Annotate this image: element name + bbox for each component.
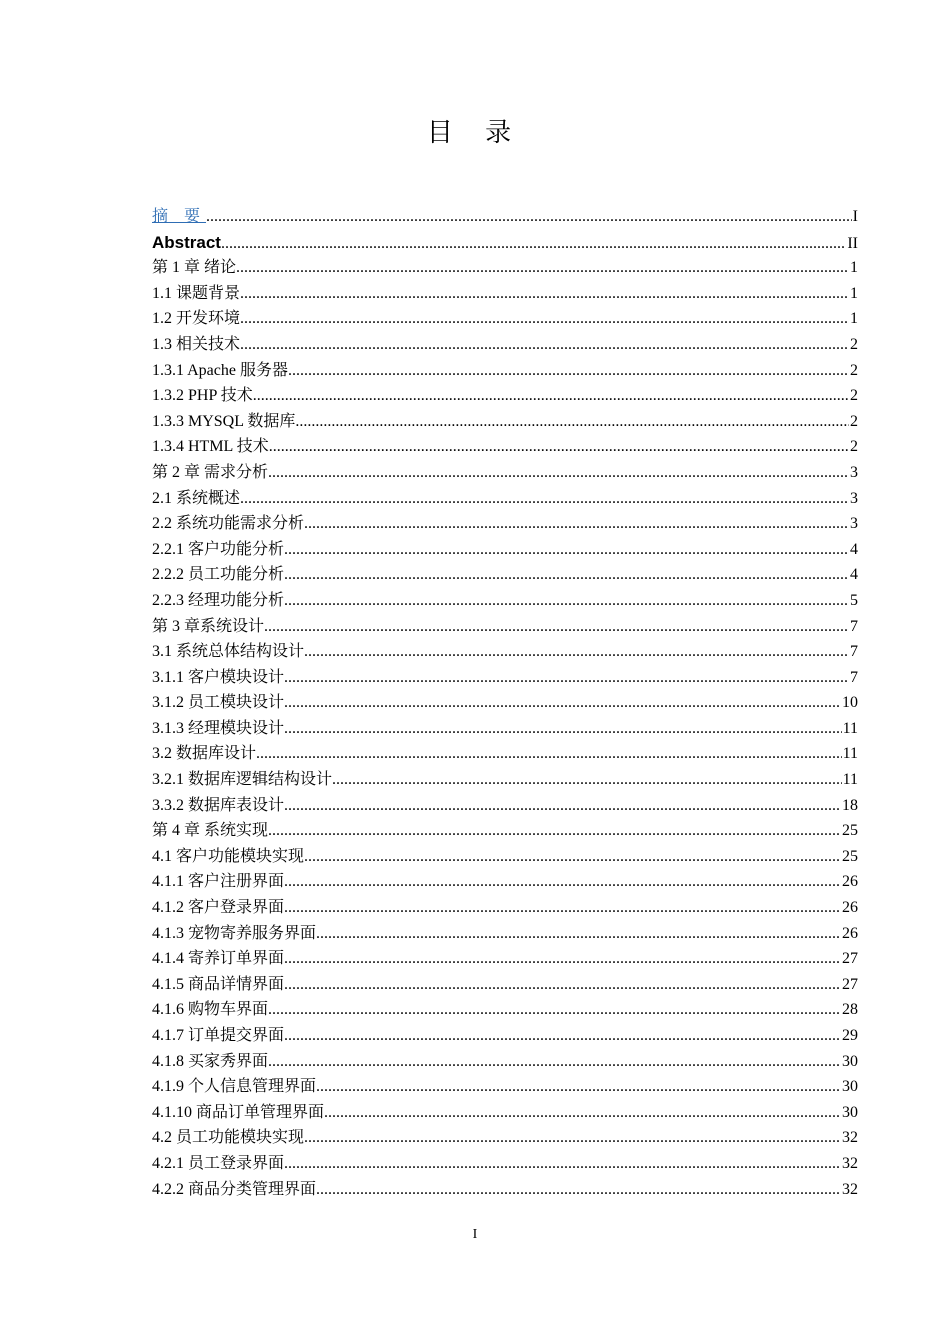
- toc-entry-page: 28: [842, 1001, 858, 1019]
- toc-leader-dots: [253, 383, 849, 409]
- toc-entry-title: 4.1.7 订单提交界面: [152, 1027, 285, 1044]
- toc-entry-page: 7: [850, 668, 858, 686]
- toc-entry-page: 26: [842, 924, 858, 942]
- toc-entry[interactable]: [152, 716, 858, 742]
- toc-entry[interactable]: [152, 997, 858, 1023]
- toc-entry-title: 3.2 数据库设计: [152, 745, 257, 763]
- toc-leader-dots: [240, 306, 849, 332]
- toc-entry-page: 25: [842, 822, 858, 840]
- toc-entry-title: 4.1.3 宠物寄养服务界面: [152, 924, 317, 942]
- toc-entry-title: 1.3.2 PHP 技术: [152, 387, 253, 405]
- toc-entry[interactable]: [152, 869, 858, 895]
- toc-entry[interactable]: [152, 844, 858, 870]
- toc-entry-title: 3.1 系统总体结构设计: [152, 643, 305, 661]
- toc-entry-page: 7: [850, 617, 858, 635]
- toc-entry-page: 2: [850, 361, 858, 379]
- toc-entry-title: 4.1.2 客户登录界面: [152, 899, 285, 917]
- toc-entry[interactable]: [152, 537, 858, 563]
- toc-entry-page: 26: [842, 899, 858, 917]
- toc-entry-title: 1.3.3 MYSQL 数据库: [152, 412, 296, 430]
- toc-entry-title: 4.1.4 寄养订单界面: [152, 950, 285, 968]
- toc-entry[interactable]: [152, 614, 858, 640]
- toc-leader-dots: [295, 409, 849, 435]
- toc-leader-dots: [284, 972, 841, 998]
- toc-entry-title: 4.1.1 客户注册界面: [152, 873, 285, 891]
- toc-leader-dots: [206, 204, 852, 230]
- toc-entry-page: 4: [850, 540, 858, 558]
- toc-entry[interactable]: [152, 511, 858, 537]
- toc-entry-title: 1.1 课题背景: [152, 284, 241, 302]
- toc-entry-title: 第 3 章系统设计: [152, 617, 265, 635]
- toc-leader-dots: [256, 741, 842, 767]
- toc-entry[interactable]: [152, 306, 858, 332]
- toc-entry-page: 11: [842, 719, 858, 737]
- toc-entry-page: 27: [842, 950, 858, 968]
- toc-leader-dots: [284, 716, 842, 742]
- toc-entry-page: 30: [842, 1103, 858, 1121]
- toc-entry[interactable]: [152, 1151, 858, 1177]
- toc-entry-title: 1.3.1 Apache 服务器: [152, 361, 288, 379]
- toc-entry-title: 3.3.2 数据库表设计: [152, 796, 285, 814]
- toc-entry-page: 18: [842, 796, 858, 814]
- toc-entry-title: 2.1 系统概述: [152, 489, 241, 507]
- toc-entry[interactable]: [152, 383, 858, 409]
- toc-entry-page: 3: [850, 515, 858, 533]
- toc-entry[interactable]: [152, 946, 858, 972]
- toc-entry-title: 4.1.8 买家秀界面: [152, 1052, 269, 1070]
- toc-entry-title: 3.1.3 经理模块设计: [152, 719, 285, 737]
- toc-leader-dots: [304, 844, 841, 870]
- toc-entry-title: 1.2 开发环境: [152, 310, 241, 328]
- toc-leader-dots: [268, 997, 841, 1023]
- toc-entry[interactable]: [152, 281, 858, 307]
- toc-leader-dots: [304, 1125, 841, 1151]
- toc-entry-title: 第 4 章 系统实现: [152, 822, 269, 840]
- toc-entry[interactable]: [152, 793, 858, 819]
- toc-entry-page: 1: [850, 284, 858, 302]
- toc-entry[interactable]: [152, 741, 858, 767]
- toc-entry-title: 1.3 相关技术: [152, 335, 241, 353]
- toc-entry-title: 2.2 系统功能需求分析: [152, 515, 305, 533]
- toc-leader-dots: [236, 255, 849, 281]
- table-of-contents: [152, 204, 858, 1202]
- toc-entry-title: Abstract: [152, 232, 221, 252]
- toc-entry-title: 4.1.5 商品详情界面: [152, 975, 285, 993]
- toc-entry[interactable]: [152, 204, 858, 230]
- toc-entry[interactable]: [152, 434, 858, 460]
- toc-entry[interactable]: [152, 1049, 858, 1075]
- toc-entry-title: 2.2.1 客户功能分析: [152, 540, 285, 558]
- toc-entry-page: I: [852, 208, 858, 225]
- toc-entry-title: 第 1 章 绪论: [152, 259, 237, 277]
- toc-leader-dots: [284, 537, 849, 563]
- toc-entry[interactable]: [152, 486, 858, 512]
- toc-entry-page: 10: [842, 694, 858, 712]
- toc-entry-title: 1.3.4 HTML 技术: [152, 438, 269, 456]
- toc-entry-page: 3: [850, 489, 858, 507]
- toc-leader-dots: [316, 921, 841, 947]
- toc-entry[interactable]: [152, 1074, 858, 1100]
- toc-entry-page: 30: [842, 1052, 858, 1070]
- page-number-footer: I: [472, 1227, 478, 1242]
- toc-entry[interactable]: [152, 1100, 858, 1126]
- toc-leader-dots: [284, 562, 849, 588]
- toc-entry[interactable]: [152, 409, 858, 435]
- toc-leader-dots: [284, 946, 841, 972]
- toc-leader-dots: [284, 588, 849, 614]
- toc-leader-dots: [269, 434, 849, 460]
- toc-leader-dots: [284, 665, 849, 691]
- toc-leader-dots: [288, 358, 849, 384]
- toc-entry-title: 4.2.1 员工登录界面: [152, 1154, 285, 1172]
- toc-leader-dots: [284, 793, 841, 819]
- toc-entry-page: 25: [842, 847, 858, 865]
- toc-entry[interactable]: [152, 358, 858, 384]
- toc-leader-dots: [268, 460, 849, 486]
- toc-entry[interactable]: [152, 767, 858, 793]
- toc-entry-title: 2.2.2 员工功能分析: [152, 566, 285, 584]
- toc-entry-page: 2: [850, 335, 858, 353]
- toc-entry[interactable]: [152, 255, 858, 281]
- toc-leader-dots: [284, 690, 841, 716]
- toc-entry-page: 29: [842, 1027, 858, 1044]
- toc-entry-page: 7: [850, 643, 858, 661]
- toc-entry-title: 第 2 章 需求分析: [152, 463, 269, 481]
- toc-entry[interactable]: [152, 562, 858, 588]
- page-title: 目 录: [426, 118, 524, 148]
- toc-entry-title: 3.1.1 客户模块设计: [152, 668, 285, 686]
- toc-entry[interactable]: [152, 588, 858, 614]
- toc-entry-page: 32: [842, 1129, 858, 1147]
- toc-leader-dots: [316, 1074, 841, 1100]
- toc-leader-dots: [284, 1151, 841, 1177]
- toc-entry-page: 11: [842, 771, 858, 789]
- toc-entry-page: 30: [842, 1078, 858, 1096]
- toc-leader-dots: [284, 895, 841, 921]
- toc-entry-title: 4.2 员工功能模块实现: [152, 1129, 305, 1147]
- toc-entry-title: 4.1.6 购物车界面: [152, 1001, 269, 1019]
- toc-entry-page: 5: [850, 591, 858, 609]
- toc-entry-page: 26: [842, 873, 858, 891]
- toc-entry-page: 2: [850, 387, 858, 405]
- toc-entry-page: 2: [850, 412, 858, 430]
- toc-leader-dots: [316, 1177, 841, 1203]
- toc-entry[interactable]: [152, 460, 858, 486]
- toc-leader-dots: [284, 869, 841, 895]
- toc-entry-link[interactable]: 摘 要: [152, 208, 207, 225]
- toc-entry-page: II: [847, 234, 858, 252]
- toc-leader-dots: [332, 767, 842, 793]
- toc-entry-title: 3.2.1 数据库逻辑结构设计: [152, 771, 333, 789]
- toc-entry[interactable]: [152, 1177, 858, 1203]
- toc-leader-dots: [240, 281, 849, 307]
- toc-entry-title: 4.1.10 商品订单管理界面: [152, 1103, 325, 1121]
- toc-entry-page: 4: [850, 566, 858, 584]
- toc-leader-dots: [268, 818, 841, 844]
- toc-leader-dots: [268, 1049, 841, 1075]
- toc-entry[interactable]: [152, 921, 858, 947]
- toc-entry[interactable]: [152, 230, 858, 256]
- toc-leader-dots: [304, 639, 849, 665]
- toc-entry-title: 3.1.2 员工模块设计: [152, 694, 285, 712]
- toc-entry-title: 4.2.2 商品分类管理界面: [152, 1180, 317, 1198]
- toc-entry-page: 11: [842, 745, 858, 763]
- toc-leader-dots: [240, 486, 849, 512]
- toc-leader-dots: [284, 1023, 841, 1049]
- toc-entry-page: 32: [842, 1180, 858, 1198]
- toc-entry[interactable]: [152, 972, 858, 998]
- toc-entry-page: 1: [850, 310, 858, 328]
- toc-entry-page: 3: [850, 463, 858, 481]
- toc-leader-dots: [221, 231, 846, 257]
- toc-entry-title: 4.1.9 个人信息管理界面: [152, 1078, 317, 1096]
- toc-entry[interactable]: [152, 1023, 858, 1049]
- toc-entry-title: 2.2.3 经理功能分析: [152, 591, 285, 609]
- toc-entry-title: 4.1 客户功能模块实现: [152, 847, 305, 865]
- toc-entry[interactable]: [152, 1125, 858, 1151]
- toc-entry-page: 32: [842, 1154, 858, 1172]
- toc-entry-page: 27: [842, 975, 858, 993]
- toc-entry[interactable]: [152, 332, 858, 358]
- toc-leader-dots: [240, 332, 849, 358]
- toc-entry[interactable]: [152, 895, 858, 921]
- toc-entry[interactable]: [152, 639, 858, 665]
- toc-leader-dots: [304, 511, 849, 537]
- toc-entry-page: 2: [850, 438, 858, 456]
- toc-leader-dots: [264, 614, 849, 640]
- toc-entry[interactable]: [152, 818, 858, 844]
- toc-leader-dots: [324, 1100, 841, 1126]
- toc-entry-page: 1: [850, 259, 858, 277]
- toc-entry[interactable]: [152, 690, 858, 716]
- toc-entry[interactable]: [152, 665, 858, 691]
